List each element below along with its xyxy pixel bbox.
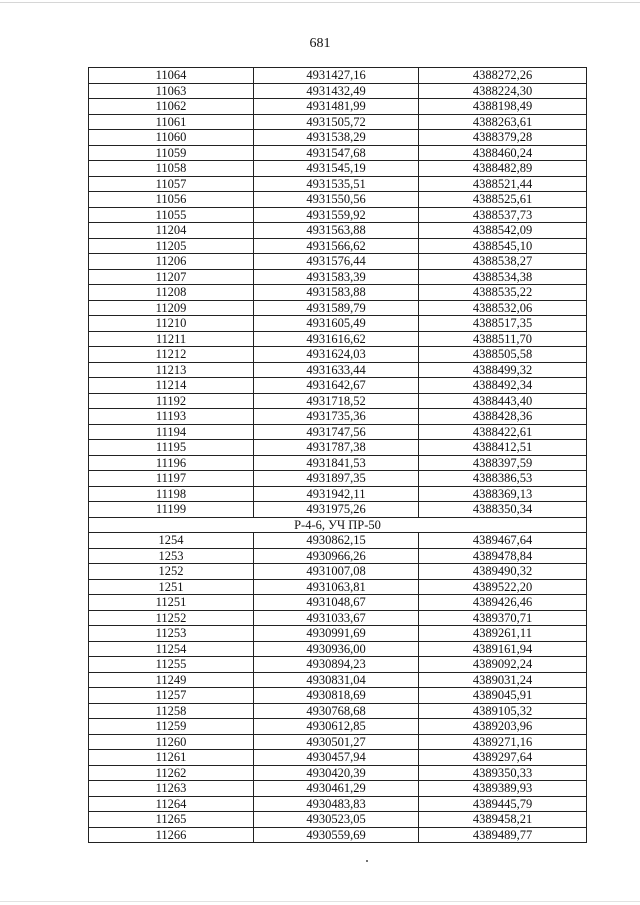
section-heading: Р-4-6, УЧ ПР-50 — [89, 517, 587, 533]
y-coordinate-cell: 4389350,33 — [419, 765, 587, 781]
table-row — [89, 548, 587, 564]
table-row — [89, 719, 587, 735]
table-row — [89, 114, 587, 130]
point-number-cell: 11207 — [89, 269, 254, 285]
table-row — [89, 68, 587, 84]
x-coordinate-cell: 4930818,69 — [254, 688, 419, 704]
x-coordinate-cell: 4931550,56 — [254, 192, 419, 208]
table-row — [89, 269, 587, 285]
point-number-cell: 11265 — [89, 812, 254, 828]
x-coordinate-cell: 4931505,72 — [254, 114, 419, 130]
table-row — [89, 83, 587, 99]
y-coordinate-cell: 4388379,28 — [419, 130, 587, 146]
table-row — [89, 455, 587, 471]
point-number-cell: 11260 — [89, 734, 254, 750]
table-row — [89, 486, 587, 502]
x-coordinate-cell: 4931427,16 — [254, 68, 419, 84]
x-coordinate-cell: 4931583,88 — [254, 285, 419, 301]
x-coordinate-cell: 4931589,79 — [254, 300, 419, 316]
point-number-cell: 1254 — [89, 533, 254, 549]
point-number-cell: 11258 — [89, 703, 254, 719]
table-row — [89, 827, 587, 843]
table-row — [89, 688, 587, 704]
table-row — [89, 471, 587, 487]
x-coordinate-cell: 4931975,26 — [254, 502, 419, 518]
point-number-cell: 11210 — [89, 316, 254, 332]
y-coordinate-cell: 4389467,64 — [419, 533, 587, 549]
table-row — [89, 99, 587, 115]
point-number-cell: 11253 — [89, 626, 254, 642]
point-number-cell: 11059 — [89, 145, 254, 161]
scan-speck — [366, 860, 368, 862]
y-coordinate-cell: 4388397,59 — [419, 455, 587, 471]
x-coordinate-cell: 4931616,62 — [254, 331, 419, 347]
x-coordinate-cell: 4930559,69 — [254, 827, 419, 843]
table-row — [89, 362, 587, 378]
y-coordinate-cell: 4389489,77 — [419, 827, 587, 843]
x-coordinate-cell: 4931718,52 — [254, 393, 419, 409]
y-coordinate-cell: 4389045,91 — [419, 688, 587, 704]
x-coordinate-cell: 4930501,27 — [254, 734, 419, 750]
y-coordinate-cell: 4388545,10 — [419, 238, 587, 254]
y-coordinate-cell: 4388263,61 — [419, 114, 587, 130]
y-coordinate-cell: 4389271,16 — [419, 734, 587, 750]
y-coordinate-cell: 4389031,24 — [419, 672, 587, 688]
y-coordinate-cell: 4388521,44 — [419, 176, 587, 192]
point-number-cell: 1253 — [89, 548, 254, 564]
y-coordinate-cell: 4389426,46 — [419, 595, 587, 611]
point-number-cell: 11206 — [89, 254, 254, 270]
x-coordinate-cell: 4931841,53 — [254, 455, 419, 471]
y-coordinate-cell: 4388428,36 — [419, 409, 587, 425]
x-coordinate-cell: 4931007,08 — [254, 564, 419, 580]
x-coordinate-cell: 4930894,23 — [254, 657, 419, 673]
y-coordinate-cell: 4389458,21 — [419, 812, 587, 828]
y-coordinate-cell: 4388412,51 — [419, 440, 587, 456]
y-coordinate-cell: 4388542,09 — [419, 223, 587, 239]
point-number-cell: 11212 — [89, 347, 254, 363]
point-number-cell: 11259 — [89, 719, 254, 735]
point-number-cell: 11199 — [89, 502, 254, 518]
point-number-cell: 1252 — [89, 564, 254, 580]
point-number-cell: 11252 — [89, 610, 254, 626]
point-number-cell: 11198 — [89, 486, 254, 502]
point-number-cell: 11257 — [89, 688, 254, 704]
x-coordinate-cell: 4931787,38 — [254, 440, 419, 456]
table-row — [89, 130, 587, 146]
point-number-cell: 11056 — [89, 192, 254, 208]
x-coordinate-cell: 4931747,56 — [254, 424, 419, 440]
point-number-cell: 11208 — [89, 285, 254, 301]
table-row — [89, 378, 587, 394]
table-row — [89, 765, 587, 781]
table-row — [89, 424, 587, 440]
x-coordinate-cell: 4931547,68 — [254, 145, 419, 161]
point-number-cell: 11062 — [89, 99, 254, 115]
y-coordinate-cell: 4388532,06 — [419, 300, 587, 316]
scan-edge-line-bottom — [0, 901, 640, 902]
y-coordinate-cell: 4389261,11 — [419, 626, 587, 642]
x-coordinate-cell: 4930612,85 — [254, 719, 419, 735]
table-row — [89, 502, 587, 518]
x-coordinate-cell: 4931545,19 — [254, 161, 419, 177]
table-row — [89, 300, 587, 316]
point-number-cell: 11213 — [89, 362, 254, 378]
table-row — [89, 238, 587, 254]
x-coordinate-cell: 4931048,67 — [254, 595, 419, 611]
y-coordinate-cell: 4388350,34 — [419, 502, 587, 518]
table-row — [89, 161, 587, 177]
x-coordinate-cell: 4931538,29 — [254, 130, 419, 146]
scan-edge-line — [0, 2, 640, 3]
x-coordinate-cell: 4931033,67 — [254, 610, 419, 626]
x-coordinate-cell: 4931481,99 — [254, 99, 419, 115]
point-number-cell: 11261 — [89, 750, 254, 766]
table-row — [89, 254, 587, 270]
point-number-cell: 1251 — [89, 579, 254, 595]
x-coordinate-cell: 4930966,26 — [254, 548, 419, 564]
page-number: 681 — [309, 36, 331, 51]
table-row — [89, 626, 587, 642]
point-number-cell: 11194 — [89, 424, 254, 440]
table-row — [89, 176, 587, 192]
x-coordinate-cell: 4931535,51 — [254, 176, 419, 192]
y-coordinate-cell: 4388224,30 — [419, 83, 587, 99]
x-coordinate-cell: 4931942,11 — [254, 486, 419, 502]
table-row — [89, 812, 587, 828]
table-row — [89, 672, 587, 688]
x-coordinate-cell: 4931583,39 — [254, 269, 419, 285]
point-number-cell: 11193 — [89, 409, 254, 425]
y-coordinate-cell: 4389203,96 — [419, 719, 587, 735]
y-coordinate-cell: 4388460,24 — [419, 145, 587, 161]
table-row — [89, 703, 587, 719]
table-row — [89, 657, 587, 673]
x-coordinate-cell: 4931897,35 — [254, 471, 419, 487]
table-row — [89, 207, 587, 223]
section-heading-row — [89, 517, 587, 533]
x-coordinate-cell: 4930461,29 — [254, 781, 419, 797]
point-number-cell: 11058 — [89, 161, 254, 177]
point-number-cell: 11211 — [89, 331, 254, 347]
y-coordinate-cell: 4388386,53 — [419, 471, 587, 487]
table-row — [89, 347, 587, 363]
y-coordinate-cell: 4388443,40 — [419, 393, 587, 409]
point-number-cell: 11214 — [89, 378, 254, 394]
point-number-cell: 11255 — [89, 657, 254, 673]
point-number-cell: 11196 — [89, 455, 254, 471]
point-number-cell: 11060 — [89, 130, 254, 146]
x-coordinate-cell: 4931559,92 — [254, 207, 419, 223]
table-row — [89, 331, 587, 347]
table-row — [89, 192, 587, 208]
point-number-cell: 11057 — [89, 176, 254, 192]
x-coordinate-cell: 4930483,83 — [254, 796, 419, 812]
y-coordinate-cell: 4388499,32 — [419, 362, 587, 378]
table-row — [89, 734, 587, 750]
table-row — [89, 564, 587, 580]
x-coordinate-cell: 4931633,44 — [254, 362, 419, 378]
y-coordinate-cell: 4388537,73 — [419, 207, 587, 223]
y-coordinate-cell: 4388538,27 — [419, 254, 587, 270]
y-coordinate-cell: 4389478,84 — [419, 548, 587, 564]
x-coordinate-cell: 4930523,05 — [254, 812, 419, 828]
coordinates-table — [88, 67, 587, 843]
table-row — [89, 440, 587, 456]
table-row — [89, 409, 587, 425]
x-coordinate-cell: 4931576,44 — [254, 254, 419, 270]
x-coordinate-cell: 4931566,62 — [254, 238, 419, 254]
y-coordinate-cell: 4389092,24 — [419, 657, 587, 673]
x-coordinate-cell: 4930936,00 — [254, 641, 419, 657]
y-coordinate-cell: 4388535,22 — [419, 285, 587, 301]
y-coordinate-cell: 4388482,89 — [419, 161, 587, 177]
y-coordinate-cell: 4389297,64 — [419, 750, 587, 766]
point-number-cell: 11063 — [89, 83, 254, 99]
y-coordinate-cell: 4388511,70 — [419, 331, 587, 347]
table-row — [89, 595, 587, 611]
table-row — [89, 781, 587, 797]
point-number-cell: 11251 — [89, 595, 254, 611]
y-coordinate-cell: 4388505,58 — [419, 347, 587, 363]
x-coordinate-cell: 4930768,68 — [254, 703, 419, 719]
point-number-cell: 11061 — [89, 114, 254, 130]
x-coordinate-cell: 4931735,36 — [254, 409, 419, 425]
x-coordinate-cell: 4930457,94 — [254, 750, 419, 766]
point-number-cell: 11192 — [89, 393, 254, 409]
y-coordinate-cell: 4388369,13 — [419, 486, 587, 502]
table-row — [89, 145, 587, 161]
y-coordinate-cell: 4388272,26 — [419, 68, 587, 84]
x-coordinate-cell: 4931063,81 — [254, 579, 419, 595]
point-number-cell: 11249 — [89, 672, 254, 688]
y-coordinate-cell: 4388525,61 — [419, 192, 587, 208]
table-row — [89, 393, 587, 409]
x-coordinate-cell: 4931563,88 — [254, 223, 419, 239]
x-coordinate-cell: 4931624,03 — [254, 347, 419, 363]
table-row — [89, 610, 587, 626]
table-row — [89, 316, 587, 332]
table-row — [89, 579, 587, 595]
y-coordinate-cell: 4388534,38 — [419, 269, 587, 285]
point-number-cell: 11204 — [89, 223, 254, 239]
x-coordinate-cell: 4931432,49 — [254, 83, 419, 99]
table-row — [89, 641, 587, 657]
point-number-cell: 11263 — [89, 781, 254, 797]
point-number-cell: 11064 — [89, 68, 254, 84]
x-coordinate-cell: 4931605,49 — [254, 316, 419, 332]
table-row — [89, 533, 587, 549]
y-coordinate-cell: 4388492,34 — [419, 378, 587, 394]
y-coordinate-cell: 4389490,32 — [419, 564, 587, 580]
table-row — [89, 796, 587, 812]
x-coordinate-cell: 4930831,04 — [254, 672, 419, 688]
point-number-cell: 11195 — [89, 440, 254, 456]
point-number-cell: 11264 — [89, 796, 254, 812]
table-row — [89, 223, 587, 239]
y-coordinate-cell: 4389161,94 — [419, 641, 587, 657]
point-number-cell: 11266 — [89, 827, 254, 843]
point-number-cell: 11209 — [89, 300, 254, 316]
point-number-cell: 11055 — [89, 207, 254, 223]
x-coordinate-cell: 4930420,39 — [254, 765, 419, 781]
point-number-cell: 11197 — [89, 471, 254, 487]
y-coordinate-cell: 4388422,61 — [419, 424, 587, 440]
y-coordinate-cell: 4388517,35 — [419, 316, 587, 332]
y-coordinate-cell: 4389445,79 — [419, 796, 587, 812]
table-row — [89, 285, 587, 301]
x-coordinate-cell: 4931642,67 — [254, 378, 419, 394]
point-number-cell: 11254 — [89, 641, 254, 657]
point-number-cell: 11262 — [89, 765, 254, 781]
y-coordinate-cell: 4389522,20 — [419, 579, 587, 595]
y-coordinate-cell: 4389370,71 — [419, 610, 587, 626]
coordinates-table-body — [89, 68, 587, 843]
x-coordinate-cell: 4930991,69 — [254, 626, 419, 642]
y-coordinate-cell: 4388198,49 — [419, 99, 587, 115]
x-coordinate-cell: 4930862,15 — [254, 533, 419, 549]
table-row — [89, 750, 587, 766]
y-coordinate-cell: 4389389,93 — [419, 781, 587, 797]
point-number-cell: 11205 — [89, 238, 254, 254]
y-coordinate-cell: 4389105,32 — [419, 703, 587, 719]
